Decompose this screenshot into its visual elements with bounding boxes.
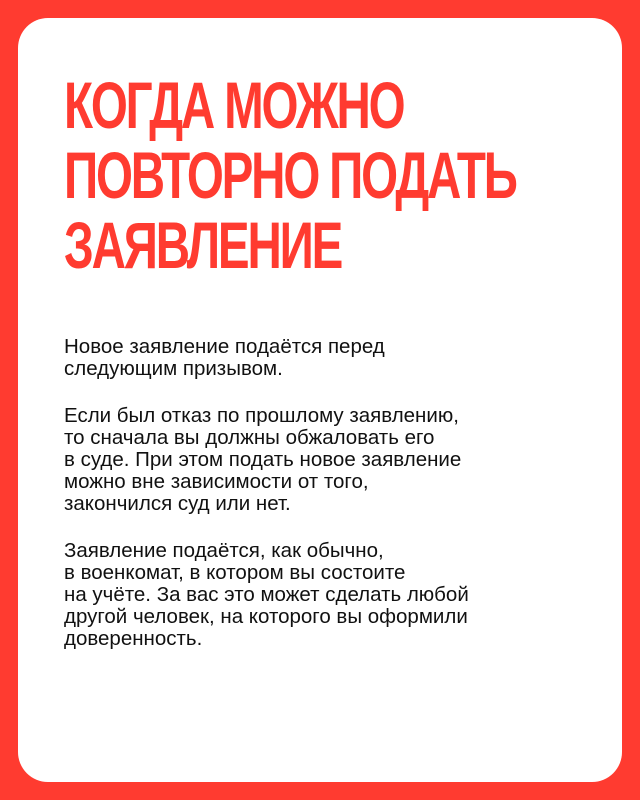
- paragraph-line: можно вне зависимости от того,: [64, 470, 369, 493]
- body-text: [64, 336, 584, 675]
- paragraph-line: Новое заявление подаётся перед: [64, 335, 385, 358]
- paragraph-line: другой человек, на которого вы оформили: [64, 605, 468, 628]
- paragraph-line: на учёте. За вас это может сделать любой: [64, 583, 469, 606]
- paragraph-line: закончился суд или нет.: [64, 492, 291, 515]
- title-line-3: ЗАЯВЛЕНИЕ: [64, 208, 342, 282]
- paragraph-how-to-submit: [64, 540, 584, 650]
- paragraph-line: Если был отказ по прошлому заявлению,: [64, 404, 459, 427]
- paragraph-line: Заявление подаётся, как обычно,: [64, 539, 384, 562]
- paragraph-line: в суде. При этом подать новое заявление: [64, 448, 462, 471]
- paragraph-line: в военкомат, в котором вы состоите: [64, 561, 406, 584]
- paragraph-refusal: [64, 405, 584, 515]
- paragraph-line: следующим призывом.: [64, 357, 283, 380]
- paragraph-next-call: [64, 336, 584, 380]
- title-line-1: КОГДА МОЖНО: [64, 68, 404, 142]
- page-title: [64, 70, 516, 280]
- paragraph-line: то сначала вы должны обжаловать его: [64, 426, 435, 449]
- title-line-2: ПОВТОРНО ПОДАТЬ: [64, 138, 516, 212]
- paragraph-line: доверенность.: [64, 627, 203, 650]
